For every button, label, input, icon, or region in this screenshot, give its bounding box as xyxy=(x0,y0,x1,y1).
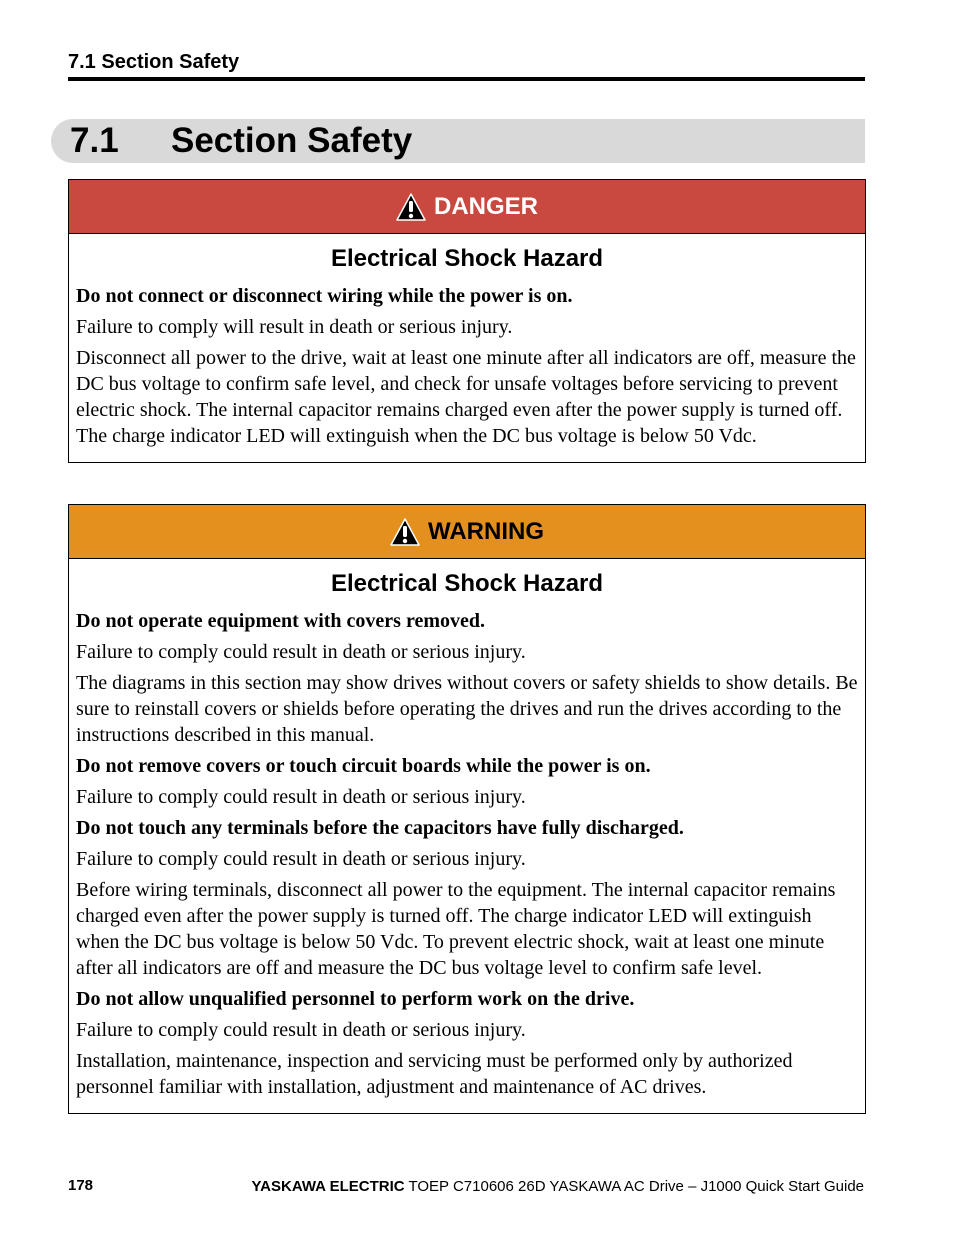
instruction-bold: Do not remove covers or touch circuit boards while the power is on. xyxy=(76,755,651,777)
page-number: 178 xyxy=(68,1177,94,1194)
warning-triangle-icon xyxy=(396,193,426,221)
paragraph: Failure to comply could result in death or serious injury. xyxy=(76,641,526,663)
section-number: 7.1 xyxy=(70,121,119,160)
header-rule xyxy=(68,77,865,81)
instruction-bold: Do not operate equipment with covers removed. xyxy=(76,610,486,632)
footer-brand: YASKAWA ELECTRIC xyxy=(251,1178,405,1195)
warning-body xyxy=(69,559,865,1113)
warning-header xyxy=(69,505,865,559)
section-title: Section Safety xyxy=(171,121,413,160)
paragraph: Before wiring terminals, disconnect all power to the equipment. The internal capacitor remains charged even after the power supply is turned off. The charge indicator LED will extinguish when the DC bus voltage is below 50 Vdc. To prevent electric shock, wait at least one minute after all indicators are off and measure the DC bus voltage level to confirm safe level. xyxy=(76,879,836,979)
paragraph: Installation, maintenance, inspection and servicing must be performed only by authorized personnel familiar with installation, adjustment and maintenance of AC drives. xyxy=(76,1050,793,1098)
paragraph: Failure to comply will result in death or serious injury. xyxy=(76,316,513,338)
section-banner xyxy=(51,119,865,163)
paragraph: Disconnect all power to the drive, wait at least one minute after all indicators are off, measure the DC bus voltage to confirm safe level, and check for unsafe voltages before servicing to prevent electric shock. The internal capacitor remains charged even after the power supply is turned off. The charge indicator LED will extinguish when the DC bus voltage is below 50 Vdc. xyxy=(76,347,856,447)
danger-box xyxy=(68,179,866,463)
hazard-title: Electrical Shock Hazard xyxy=(330,245,604,272)
danger-body xyxy=(69,234,865,462)
hazard-title: Electrical Shock Hazard xyxy=(330,570,604,597)
instruction-bold: Do not touch any terminals before the capacitors have fully discharged. xyxy=(76,817,684,839)
danger-paragraphs xyxy=(76,283,858,449)
paragraph: Failure to comply could result in death or serious injury. xyxy=(76,786,526,808)
instruction-bold: Do not connect or disconnect wiring while the power is on. xyxy=(76,285,573,307)
instruction-bold: Do not allow unqualified personnel to perform work on the drive. xyxy=(76,988,635,1010)
paragraph: The diagrams in this section may show drives without covers or safety shields to show details. Be sure to reinstall covers or shields before operating the drives and run the drives according to the instructions described in this manual. xyxy=(76,672,858,746)
running-header: 7.1 Section Safety xyxy=(68,51,240,73)
paragraph: Failure to comply could result in death or serious injury. xyxy=(76,848,526,870)
warning-box xyxy=(68,504,866,1114)
warning-label: WARNING xyxy=(428,517,544,545)
danger-header xyxy=(69,180,865,234)
footer-doc-info xyxy=(252,1178,864,1195)
warning-triangle-icon xyxy=(390,518,420,546)
paragraph: Failure to comply could result in death or serious injury. xyxy=(76,1019,526,1041)
warning-paragraphs xyxy=(76,608,858,1100)
danger-label: DANGER xyxy=(433,192,538,220)
footer-doc-title: TOEP C710606 26D YASKAWA AC Drive – J1000 Quick Start Guide xyxy=(404,1178,864,1195)
